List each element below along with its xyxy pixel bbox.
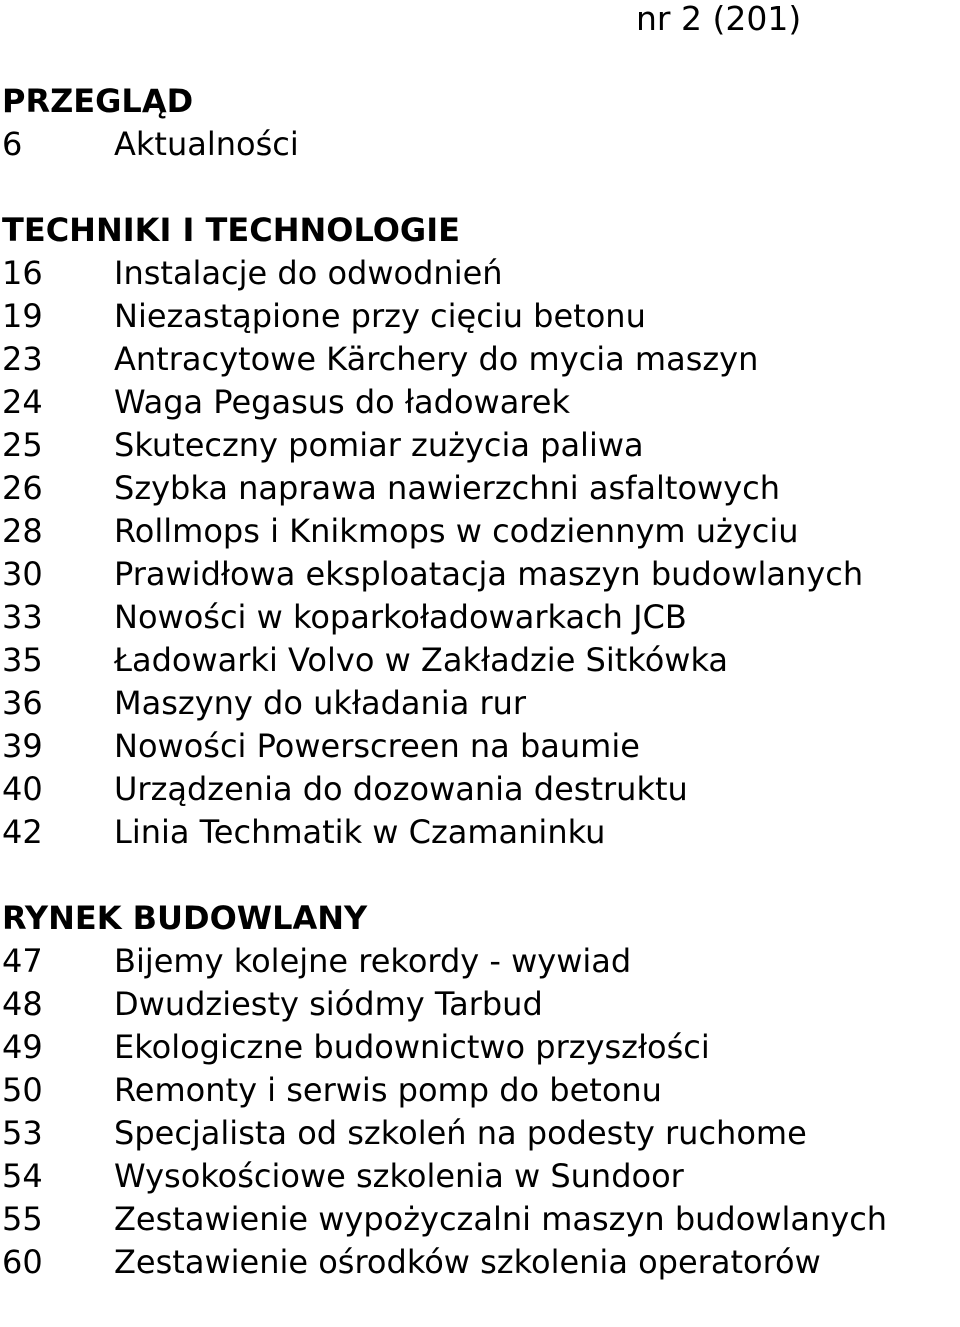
entry-title: Bijemy kolejne rekordy - wywiad [114,942,632,980]
entry-title: Ekologiczne budownictwo przyszłości [114,1028,710,1066]
toc-entry [2,1241,960,1284]
entry-page: 25 [2,426,43,464]
entry-title: Zestawienie ośrodków szkolenia operatorów [114,1243,821,1281]
entry-page: 54 [2,1157,43,1195]
section-title: RYNEK BUDOWLANY [2,899,368,937]
entry-title: Skuteczny pomiar zużycia paliwa [114,426,644,464]
toc-entry [2,510,960,553]
entry-title: Prawidłowa eksploatacja maszyn budowlanych [114,555,864,593]
entry-title: Aktualności [114,125,299,163]
entry-title: Instalacje do odwodnień [114,254,503,292]
toc-entry [2,295,960,338]
entry-title: Dwudziesty siódmy Tarbud [114,985,543,1023]
entry-page: 49 [2,1028,43,1066]
entry-title: Nowości w koparkoładowarkach JCB [114,598,687,636]
entry-page: 30 [2,555,43,593]
entry-title: Maszyny do układania rur [114,684,527,722]
entry-title: Urządzenia do dozowania destruktu [114,770,688,808]
entry-title: Remonty i serwis pomp do betonu [114,1071,662,1109]
toc-entry [2,1026,960,1069]
toc-entry [2,596,960,639]
toc-entry [2,123,960,166]
toc-entry [2,682,960,725]
entry-page: 23 [2,340,43,378]
entry-page: 36 [2,684,43,722]
section-title: PRZEGLĄD [2,82,194,120]
section-techniki-i-technologie [2,209,960,854]
entry-title: Ładowarki Volvo w Zakładzie Sitkówka [114,641,729,679]
toc-entry [2,983,960,1026]
toc-entry [2,424,960,467]
entry-page: 24 [2,383,43,421]
entry-title: Nowości Powerscreen na baumie [114,727,640,765]
toc-entry [2,1198,960,1241]
toc-entry [2,940,960,983]
toc-entry [2,553,960,596]
entry-page: 35 [2,641,43,679]
toc-entry [2,1112,960,1155]
toc-entry [2,467,960,510]
entry-page: 19 [2,297,43,335]
entry-title: Niezastąpione przy cięciu betonu [114,297,646,335]
table-of-contents [2,80,960,1327]
entry-page: 6 [2,125,23,163]
entry-title: Waga Pegasus do ładowarek [114,383,570,421]
entry-title: Specjalista od szkoleń na podesty ruchome [114,1114,807,1152]
entry-page: 60 [2,1243,43,1281]
entry-page: 28 [2,512,43,550]
entry-page: 40 [2,770,43,808]
toc-entry [2,639,960,682]
toc-entry [2,1155,960,1198]
toc-entry [2,1069,960,1112]
entry-title: Zestawienie wypożyczalni maszyn budowlanych [114,1200,888,1238]
entry-page: 33 [2,598,43,636]
toc-entry [2,252,960,295]
toc-entry [2,725,960,768]
entry-title: Rollmops i Knikmops w codziennym użyciu [114,512,799,550]
entry-title: Antracytowe Kärchery do mycia maszyn [114,340,759,378]
entry-page: 39 [2,727,43,765]
entry-page: 26 [2,469,43,507]
entry-title: Wysokościowe szkolenia w Sundoor [114,1157,684,1195]
section-przeglad [2,80,960,166]
entry-title: Szybka naprawa nawierzchni asfaltowych [114,469,780,507]
toc-entry [2,338,960,381]
entry-page: 16 [2,254,43,292]
entry-page: 47 [2,942,43,980]
entry-page: 42 [2,813,43,851]
toc-entry [2,381,960,424]
section-rynek-budowlany [2,897,960,1284]
toc-entry [2,811,960,854]
entry-page: 53 [2,1114,43,1152]
section-title: TECHNIKI I TECHNOLOGIE [2,211,460,249]
toc-entry [2,768,960,811]
entry-page: 48 [2,985,43,1023]
entry-title: Linia Techmatik w Czamaninku [114,813,606,851]
issue-number: nr 2 (201) [636,0,802,38]
entry-page: 55 [2,1200,43,1238]
entry-page: 50 [2,1071,43,1109]
